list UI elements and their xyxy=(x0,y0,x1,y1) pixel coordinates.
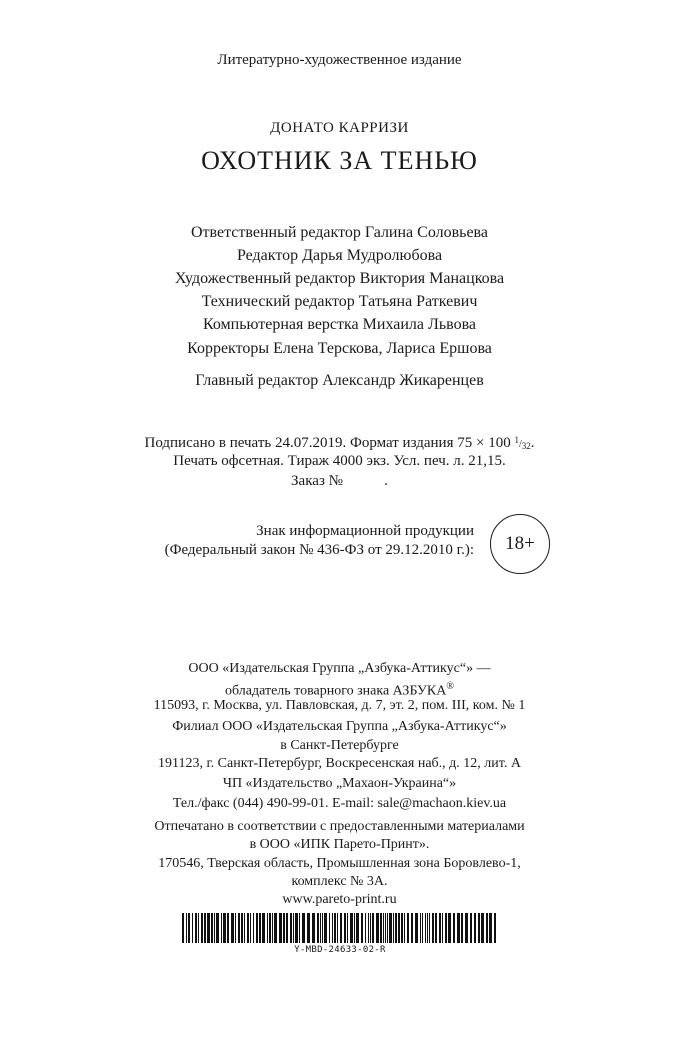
barcode-bar xyxy=(337,913,338,943)
barcode-bar xyxy=(238,913,240,943)
barcode-bar xyxy=(188,913,190,943)
barcode-bar xyxy=(256,913,258,943)
printer-complex: комплекс № 3А. xyxy=(291,874,388,889)
barcode-bar xyxy=(290,913,292,943)
barcode-bar xyxy=(250,913,251,943)
barcode-bar xyxy=(356,913,359,943)
barcode-bar xyxy=(481,913,484,943)
barcode-bar xyxy=(395,913,397,943)
barcode-bar xyxy=(201,913,203,943)
barcode-bar xyxy=(329,913,330,943)
barcode-bar xyxy=(221,913,222,943)
format-numerator: 1 xyxy=(514,435,519,445)
barcode-bar xyxy=(380,913,382,943)
barcode-bar xyxy=(401,913,403,943)
barcode-bar xyxy=(453,913,455,943)
barcode-bar xyxy=(474,913,476,943)
barcode-bar xyxy=(322,913,323,943)
credit-line: Художественный редактор Виктория Манацкова xyxy=(174,270,505,287)
barcode-bar xyxy=(478,913,480,943)
printing-format-text: Подписано в печать 24.07.2019. Формат издания 75 × 100 xyxy=(144,435,515,451)
barcode-bar xyxy=(383,913,384,943)
ukraine-publisher: ЧП «Издательство „Махаон-Украина“» xyxy=(222,776,457,791)
barcode-bar xyxy=(385,913,386,943)
barcode-bar xyxy=(227,913,229,943)
barcode-bar xyxy=(486,913,488,943)
barcode-bar xyxy=(350,913,353,943)
barcode-bar xyxy=(332,913,333,943)
barcode-bar xyxy=(207,913,210,943)
barcode-bar xyxy=(448,913,451,943)
barcode xyxy=(180,913,500,945)
printing-format-suffix: . xyxy=(530,435,535,451)
printer-line: Отпечатано в соответствии с предоставленными материалами xyxy=(154,819,525,834)
barcode-bar xyxy=(253,913,254,943)
barcode-bar xyxy=(293,913,294,943)
barcode-bar xyxy=(324,913,327,943)
barcode-bar xyxy=(368,913,369,943)
credit-line: Корректоры Елена Терскова, Лариса Ершова xyxy=(187,340,492,357)
barcode-bar xyxy=(457,913,460,943)
barcode-bar xyxy=(214,913,215,943)
barcode-bar xyxy=(267,913,268,943)
barcode-bar xyxy=(340,913,342,943)
author-name: ДОНАТО КАРРИЗИ xyxy=(270,120,409,136)
barcode-bar xyxy=(461,913,463,943)
barcode-bar xyxy=(186,913,187,943)
trademark-text: обладатель товарного знака АЗБУКА xyxy=(225,683,447,699)
barcode-bar xyxy=(279,913,282,943)
barcode-bar xyxy=(259,913,261,943)
barcode-bar xyxy=(302,913,305,943)
barcode-bar xyxy=(320,913,321,943)
barcode-bar xyxy=(439,913,441,943)
barcode-bar xyxy=(317,913,319,943)
barcode-bar xyxy=(244,913,245,943)
credit-line: Технический редактор Татьяна Раткевич xyxy=(201,293,478,310)
barcode-bar xyxy=(429,913,430,943)
barcode-bar xyxy=(216,913,219,943)
publisher-address: 115093, г. Москва, ул. Павловская, д. 7, эт. 2, пом. III, ком. № 1 xyxy=(153,698,526,713)
branch-line: Филиал ООО «Издательская Группа „Азбука-Аттикус“» xyxy=(172,719,507,734)
barcode-bar xyxy=(307,913,310,943)
age-rating-label: Знак информационной продукции xyxy=(256,523,474,539)
barcode-bar xyxy=(465,913,468,943)
barcode-bar xyxy=(393,913,394,943)
barcode-bar xyxy=(376,913,379,943)
barcode-bar xyxy=(347,913,348,943)
barcode-bar xyxy=(235,913,236,943)
barcode-bar xyxy=(411,913,413,943)
age-rating-law: (Федеральный закон № 436-ФЗ от 29.12.2010 г.): xyxy=(164,542,474,558)
credit-line: Редактор Дарья Мудролюбова xyxy=(236,247,443,264)
barcode-bar xyxy=(387,913,388,943)
printer-name: в ООО «ИПК Парето-Принт». xyxy=(249,837,430,852)
barcode-bar xyxy=(241,913,243,943)
barcode-bar xyxy=(198,913,199,943)
barcode-bar xyxy=(283,913,285,943)
barcode-bar xyxy=(404,913,405,943)
barcode-bar xyxy=(432,913,434,943)
barcode-bar xyxy=(262,913,265,943)
age-rating-badge: 18+ xyxy=(490,514,550,574)
publisher-line: ООО «Издательская Группа „Азбука-Аттикус“» — xyxy=(188,661,491,676)
barcode-bar xyxy=(195,913,197,943)
barcode-bar xyxy=(427,913,428,943)
branch-address: 191123, г. Санкт-Петербург, Воскресенская наб., д. 12, лит. А xyxy=(158,756,521,771)
barcode-bar xyxy=(365,913,366,943)
barcode-bar xyxy=(299,913,300,943)
barcode-bar xyxy=(372,913,374,943)
barcode-bar xyxy=(231,913,234,943)
edition-category: Литературно-художественное издание xyxy=(217,52,462,68)
format-denominator: 32 xyxy=(521,441,531,451)
barcode-bar xyxy=(422,913,423,943)
barcode-bar xyxy=(334,913,336,943)
barcode-bar xyxy=(425,913,426,943)
barcode-bar xyxy=(274,913,277,943)
barcode-bar xyxy=(182,913,184,943)
ukraine-contacts: Тел./факс (044) 490-99-01. E-mail: sale@machaon.kiev.ua xyxy=(172,796,507,811)
barcode-bar xyxy=(494,913,496,943)
branch-city: в Санкт-Петербурге xyxy=(280,738,399,753)
barcode-bar xyxy=(470,913,472,943)
barcode-bar xyxy=(442,913,443,943)
barcode-bar xyxy=(192,913,193,943)
barcode-bar xyxy=(354,913,355,943)
printing-run-line: Печать офсетная. Тираж 4000 экз. Усл. печ. л. 21,15. xyxy=(173,453,506,469)
barcode-bar xyxy=(420,913,421,943)
chief-editor-line: Главный редактор Александр Жикаренцев xyxy=(195,372,484,389)
barcode-bar xyxy=(370,913,371,943)
barcode-bar xyxy=(344,913,346,943)
barcode-bar xyxy=(211,913,213,943)
barcode-bar xyxy=(312,913,315,943)
barcode-bar xyxy=(272,913,273,943)
book-title: ОХОТНИК ЗА ТЕНЬЮ xyxy=(201,146,478,175)
barcode-bar xyxy=(204,913,206,943)
credit-line: Ответственный редактор Галина Соловьева xyxy=(190,224,488,241)
order-number-line: Заказ № . xyxy=(291,473,388,489)
credit-line: Компьютерная верстка Михаила Львова xyxy=(202,316,477,333)
barcode-bar xyxy=(223,913,226,943)
printer-address: 170546, Тверская область, Промышленная зона Боровлево-1, xyxy=(158,856,521,871)
registered-mark: ® xyxy=(446,681,454,692)
barcode-bar xyxy=(398,913,400,943)
barcode-bar xyxy=(389,913,392,943)
barcode-bar xyxy=(295,913,298,943)
barcode-bar xyxy=(489,913,492,943)
barcode-bar xyxy=(435,913,437,943)
printer-website: www.pareto-print.ru xyxy=(282,892,397,907)
barcode-bar xyxy=(415,913,418,943)
barcode-bar xyxy=(247,913,249,943)
barcode-bar xyxy=(445,913,447,943)
format-fraction: $^1/_{32}$ xyxy=(514,435,531,451)
barcode-bar xyxy=(269,913,271,943)
barcode-bar xyxy=(286,913,288,943)
barcode-bar xyxy=(407,913,409,943)
barcode-bar xyxy=(361,913,363,943)
barcode-caption: Y-MBD-24633-02-R xyxy=(294,945,386,955)
